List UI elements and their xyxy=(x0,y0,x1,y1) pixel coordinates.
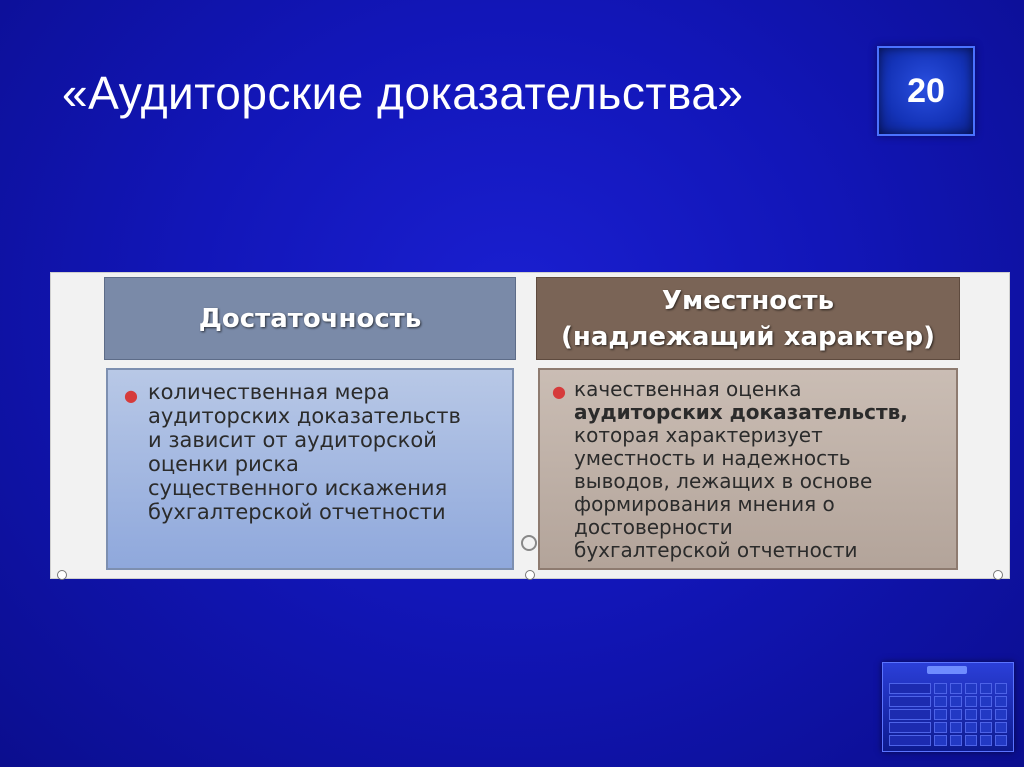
header-relevance-line2: (надлежащий характер) xyxy=(560,321,936,352)
thumbnail-title-icon xyxy=(927,666,967,674)
text-line: и зависит от аудиторской xyxy=(148,428,437,452)
text-line: качественная оценка xyxy=(574,377,802,401)
text-line: которая характеризует xyxy=(574,423,823,447)
resize-handle-bottom-left[interactable] xyxy=(57,570,67,580)
text-line: достоверности xyxy=(574,515,733,539)
thumbnail-row xyxy=(889,696,1007,705)
score-value: 20 xyxy=(907,71,945,110)
header-relevance xyxy=(536,277,960,360)
header-sufficiency xyxy=(104,277,516,360)
thumbnail-row xyxy=(889,683,1007,692)
text-line: уместность и надежность xyxy=(574,446,851,470)
text-line-bold: аудиторских доказательств, xyxy=(574,400,908,424)
bullet-icon: ● xyxy=(124,386,138,405)
text-line: бухгалтерской отчетности xyxy=(148,500,446,524)
game-board-thumbnail-icon[interactable] xyxy=(882,662,1014,752)
relevance-description xyxy=(538,368,958,570)
resize-handle-bottom-right[interactable] xyxy=(993,570,1003,580)
text-line: формирования мнения о xyxy=(574,492,835,516)
text-line: бухгалтерской отчетности xyxy=(574,538,858,562)
bullet-icon: ● xyxy=(552,382,566,401)
rotate-handle-icon[interactable] xyxy=(521,535,537,551)
thumbnail-row xyxy=(889,709,1007,718)
text-line: количественная мера xyxy=(148,380,390,404)
text-line: существенного искажения xyxy=(148,476,448,500)
sufficiency-description xyxy=(106,368,514,570)
score-badge[interactable] xyxy=(877,46,975,136)
text-line: аудиторских доказательств xyxy=(148,404,461,428)
content-picture[interactable] xyxy=(50,272,1010,579)
slide-title: «Аудиторские доказательства» xyxy=(62,67,744,119)
thumbnail-row xyxy=(889,735,1007,744)
text-line: оценки риска xyxy=(148,452,299,476)
resize-handle-bottom-center[interactable] xyxy=(525,570,535,580)
header-relevance-line1: Уместность xyxy=(661,285,835,316)
thumbnail-row xyxy=(889,722,1007,731)
text-line: выводов, лежащих в основе xyxy=(574,469,873,493)
header-sufficiency-label: Достаточность xyxy=(198,303,422,334)
